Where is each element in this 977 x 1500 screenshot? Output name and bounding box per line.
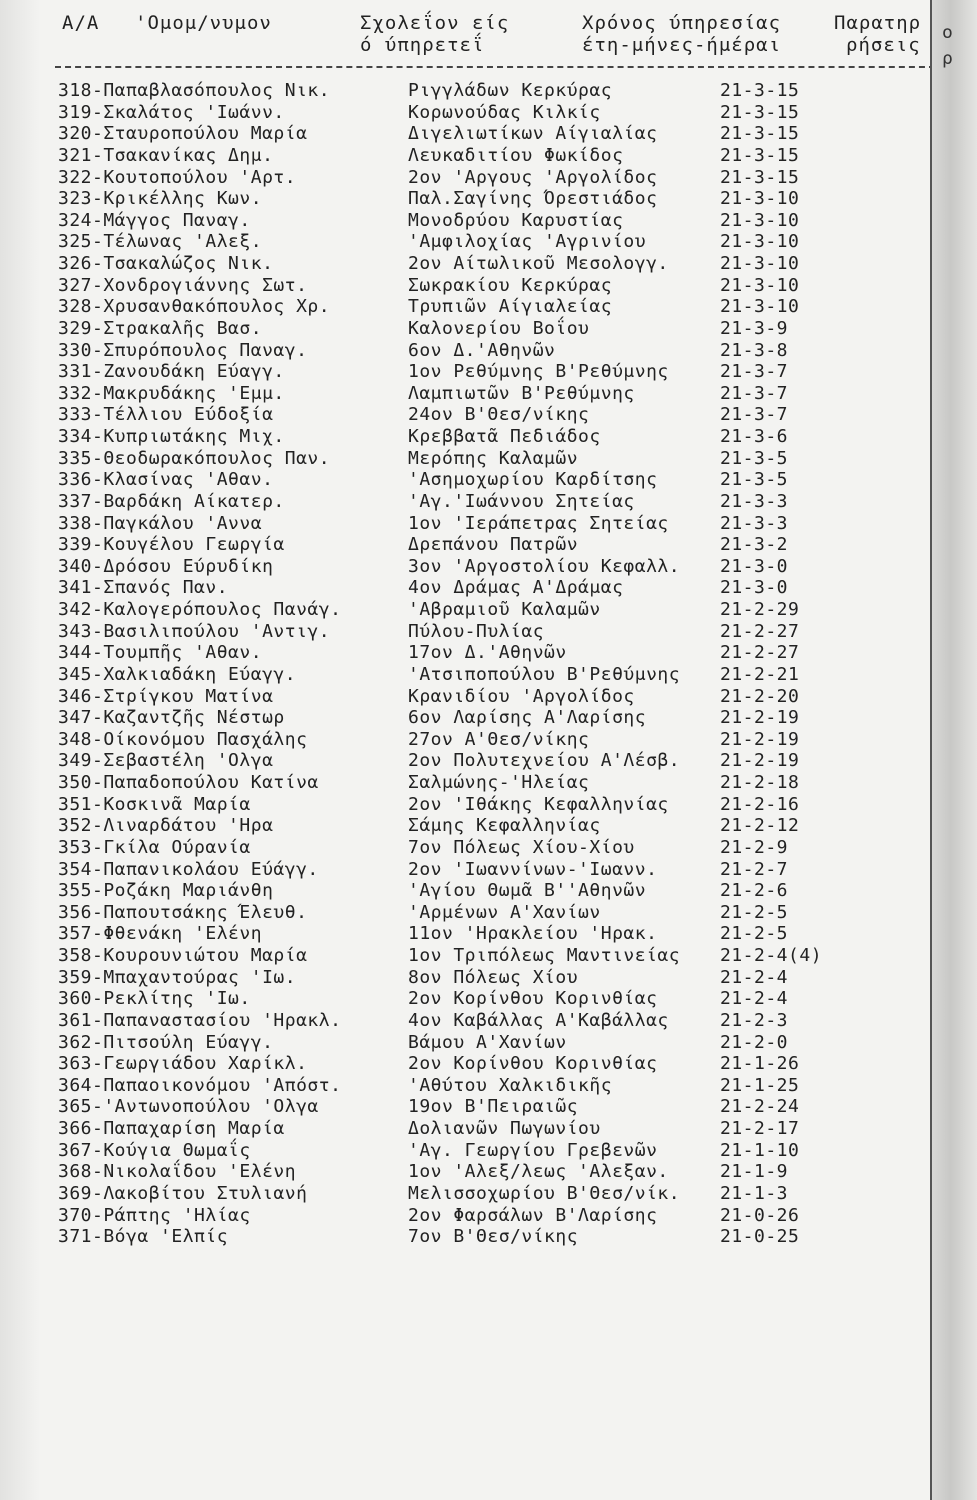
name-cell: 365-'Αντωνοπούλου 'Ολγα — [58, 1096, 319, 1118]
school-cell: 'Ατσιποπούλου Β'Ρεθύμνης — [408, 663, 681, 685]
school-cell: 2ον Κορίνθου Κορινθίας — [408, 1053, 658, 1075]
school-cell: Μελισσοχωρίου Β'Θεσ/νίκ. — [408, 1182, 681, 1204]
name-cell: 352-Λιναρδάτου 'Ηρα — [58, 815, 274, 837]
service-cell: 21-3-0 — [720, 577, 789, 599]
service-cell: 21-2-17 — [720, 1118, 800, 1139]
school-cell: 6ον Δ.'Αθηνῶν — [408, 339, 556, 361]
name-cell: 351-Κοσκινᾶ Μαρία — [58, 793, 251, 815]
scan-left-shadow — [0, 0, 40, 1500]
service-cell: 21-3-7 — [720, 361, 789, 383]
school-cell: 'Αγίου Θωμᾶ Β''Αθηνῶν — [408, 880, 647, 902]
school-cell: 2ον 'Ιθάκης Κεφαλληνίας — [408, 793, 669, 815]
name-cell: 335-Θεοδωρακόπουλος Παν. — [58, 447, 331, 469]
school-cell: 1ον 'Ιεράπετρας Σητείας — [408, 512, 669, 534]
service-cell: 21-3-8 — [720, 339, 789, 361]
name-cell: 359-Μπαχαντούρας 'Ιω. — [58, 966, 297, 988]
school-cell: 24ον Β'Θεσ/νίκης — [408, 404, 590, 426]
header-divider — [55, 66, 935, 68]
service-cell: 21-3-10 — [720, 209, 800, 231]
service-cell: 21-2-27 — [720, 620, 800, 642]
school-cell: 2ον Πολυτεχνείου Α'Λέσβ. — [408, 750, 681, 772]
school-cell: 4ον Δράμας Α'Δράμας — [408, 577, 624, 599]
name-cell: 347-Καζαντζῆς Νέστωρ — [58, 707, 285, 729]
faded-footer-stamp — [420, 1475, 650, 1487]
name-cell: 355-Ροζάκη Μαριάνθη — [58, 880, 274, 902]
name-cell: 321-Τσακανίκας Δημ. — [58, 144, 274, 166]
service-cell: 21-3-15 — [720, 123, 800, 145]
name-cell: 330-Σπυρόπουλος Παναγ. — [58, 339, 308, 361]
service-cell: 21-2-12 — [720, 815, 800, 837]
school-cell: 'Αγ. Γεωργίου Γρεβενῶν — [408, 1139, 658, 1161]
service-cell: 21-3-6 — [720, 426, 789, 447]
service-cell: 21-2-3 — [720, 1009, 789, 1031]
service-cell: 21-1-3 — [720, 1182, 789, 1204]
school-cell: Σάμης Κεφαλληνίας — [408, 815, 601, 837]
name-cell: 334-Κυπριωτάκης Μιχ. — [58, 426, 285, 447]
name-cell: 342-Καλογερόπουλος Πανάγ. — [58, 599, 342, 620]
school-cell: 3ον 'Αργοστολίου Κεφαλλ. — [408, 555, 681, 577]
header-service-line2: έτη-μήνες-ήμέραι — [582, 34, 782, 56]
school-cell: 2ον 'Αργους 'Αργολίδος — [408, 166, 658, 188]
school-cell: Πύλου-Πυλίας — [408, 620, 545, 642]
name-cell: 369-Λακοβίτου Στυλιανή — [58, 1182, 308, 1204]
school-cell: 7ον Β'Θεσ/νίκης — [408, 1226, 579, 1248]
name-cell: 325-Τέλωνας 'Αλεξ. — [58, 231, 263, 253]
school-cell: 'Αμφιλοχίας 'Αγρινίου — [408, 231, 647, 253]
name-cell: 337-Βαρδάκη Αίκατερ. — [58, 490, 285, 512]
name-cell: 318-Παπαβλασόπουλος Νικ. — [58, 80, 331, 101]
header-remarks-line2: ρήσεις — [846, 34, 921, 56]
service-cell: 21-2-20 — [720, 685, 800, 707]
school-cell: Λαμπιωτῶν Β'Ρεθύμνης — [408, 382, 635, 404]
name-cell: 338-Παγκάλου 'Αννα — [58, 512, 263, 534]
service-cell: 21-3-9 — [720, 317, 789, 339]
adjacent-page-edge — [930, 0, 977, 1500]
service-cell: 21-2-9 — [720, 836, 789, 858]
school-cell: 19ον Β'Πειραιῶς — [408, 1096, 579, 1118]
name-cell: 344-Τουμπῆς 'Αθαν. — [58, 642, 263, 664]
service-cell: 21-2-5 — [720, 923, 789, 945]
school-cell: Κορωνούδας Κιλκίς — [408, 101, 601, 123]
name-cell: 328-Χρυσανθακόπουλος Χρ. — [58, 296, 331, 318]
school-cell: 2ον Φαρσάλων Β'Λαρίσης — [408, 1204, 658, 1226]
name-cell: 322-Κουτοπούλου 'Αρτ. — [58, 166, 297, 188]
name-cell: 360-Ρεκλίτης 'Ιω. — [58, 988, 251, 1010]
name-cell: 368-Νικολαΐδου 'Ελένη — [58, 1161, 297, 1183]
header-name: 'Ομομ/νυμον — [135, 12, 272, 34]
school-cell: 'Ασημοχωρίου Καρδίτσης — [408, 469, 658, 491]
name-cell: 339-Κουγέλου Γεωργία — [58, 534, 285, 556]
service-cell: 21-1-26 — [720, 1053, 800, 1075]
service-cell: 21-2-24 — [720, 1096, 800, 1118]
name-cell: 358-Κουρουνιώτου Μαρία — [58, 945, 308, 966]
service-cell: 21-3-3 — [720, 490, 789, 512]
name-cell: 364-Παπαοικονόμου 'Απόστ. — [58, 1074, 342, 1096]
service-cell: 21-2-7 — [720, 858, 789, 880]
service-cell: 21-3-7 — [720, 404, 789, 426]
school-cell: 17ον Δ.'Αθηνῶν — [408, 642, 567, 664]
name-cell: 333-Τέλλιου Εύδοξία — [58, 404, 274, 426]
service-cell: 21-3-3 — [720, 512, 789, 534]
service-cell: 21-3-10 — [720, 253, 800, 274]
service-cell: 21-2-19 — [720, 728, 800, 750]
school-cell: 11ον 'Ηρακλείου 'Ηρακ. — [408, 923, 658, 945]
school-cell: 'Αρμένων Α'Χανίων — [408, 901, 601, 923]
service-cell: 21-2-19 — [720, 750, 800, 772]
service-cell: 21-2-27 — [720, 642, 800, 664]
service-cell: 21-3-5 — [720, 469, 789, 491]
adjacent-page-fragment: ο — [942, 22, 953, 43]
school-cell: 'Αβραμιοῦ Καλαμῶν — [408, 599, 601, 620]
school-cell: 2ον Κορίνθου Κορινθίας — [408, 988, 658, 1010]
school-cell: Παλ.Σαγίνης Όρεστιάδος — [408, 188, 658, 210]
service-cell: 21-2-4 — [720, 988, 789, 1010]
name-cell: 349-Σεβαστέλη 'Ολγα — [58, 750, 274, 772]
header-remarks — [834, 12, 921, 56]
service-cell: 21-3-10 — [720, 296, 800, 318]
school-cell: 2ον 'Ιωαννίνων-'Ιωανν. — [408, 858, 658, 880]
header-service — [582, 12, 781, 56]
name-cell: 345-Χαλκιαδάκη Εύαγγ. — [58, 663, 297, 685]
name-cell: 371-Βόγα 'Ελπίς — [58, 1226, 229, 1248]
school-cell: 'Αγ.'Ιωάννου Σητείας — [408, 490, 635, 512]
name-cell: 323-Κρικέλλης Κων. — [58, 188, 263, 210]
header-service-line1: Χρόνος ύπηρεσίας — [582, 12, 782, 34]
service-cell: 21-2-18 — [720, 772, 800, 793]
school-cell: Κρανιδίου 'Αργολίδος — [408, 685, 635, 707]
school-cell: Δρεπάνου Πατρῶν — [408, 534, 579, 556]
service-cell: 21-3-7 — [720, 382, 789, 404]
school-cell: 6ον Λαρίσης Α'Λαρίσης — [408, 707, 647, 729]
school-cell: Σωκρακίου Κερκύρας — [408, 274, 613, 296]
school-cell: 4ον Καβάλλας Α'Καβάλλας — [408, 1009, 669, 1031]
header-remarks-line1: Παρατηρ — [834, 12, 922, 34]
name-cell: 331-Ζανουδάκη Εύαγγ. — [58, 361, 285, 383]
service-cell: 21-2-16 — [720, 793, 800, 815]
school-cell: Κρεββατᾶ Πεδιάδος — [408, 426, 601, 447]
name-cell: 341-Σπανός Παν. — [58, 577, 229, 599]
service-cell: 21-2-6 — [720, 880, 789, 902]
name-cell: 326-Τσακαλώζος Νικ. — [58, 253, 274, 274]
header-aa: Α/Α — [62, 12, 100, 34]
service-cell: 21-3-15 — [720, 144, 800, 166]
name-cell: 362-Πιτσούλη Εύαγγ. — [58, 1031, 274, 1053]
service-cell: 21-2-5 — [720, 901, 789, 923]
name-cell: 343-Βασιλιπούλου 'Αντιγ. — [58, 620, 331, 642]
school-cell: 8ον Πόλεως Χίου — [408, 966, 579, 988]
school-cell: 7ον Πόλεως Χίου-Χίου — [408, 836, 635, 858]
name-cell: 367-Κούγια Θωμαΐς — [58, 1139, 251, 1161]
school-cell: 2ον Αίτωλικοῦ Μεσολογγ. — [408, 253, 669, 274]
school-cell: Δολιανῶν Πωγωνίου — [408, 1118, 601, 1139]
adjacent-page-fragment: ρ — [942, 48, 953, 69]
service-cell: 21-3-10 — [720, 188, 800, 210]
header-school-line2: ό ύπηρετεΐ — [360, 34, 485, 56]
name-cell: 357-Φθενάκη 'Ελένη — [58, 923, 263, 945]
service-cell: 21-0-26 — [720, 1204, 800, 1226]
service-cell: 21-2-4(4) — [720, 945, 823, 966]
name-cell: 356-Παπουτσάκης Έλευθ. — [58, 901, 308, 923]
name-cell: 350-Παπαδοπούλου Κατίνα — [58, 772, 319, 793]
school-cell: Βάμου Α'Χανίων — [408, 1031, 567, 1053]
name-cell: 324-Μάγγος Παναγ. — [58, 209, 251, 231]
name-cell: 320-Σταυροπούλου Μαρία — [58, 123, 308, 145]
service-cell: 21-3-15 — [720, 101, 800, 123]
name-cell: 332-Μακρυδάκης 'Εμμ. — [58, 382, 285, 404]
school-cell: Καλονερίου Βοΐου — [408, 317, 590, 339]
service-cell: 21-3-15 — [720, 80, 800, 101]
service-cell: 21-1-25 — [720, 1074, 800, 1096]
service-cell: 21-2-4 — [720, 966, 789, 988]
service-cell: 21-2-19 — [720, 707, 800, 729]
service-cell: 21-1-10 — [720, 1139, 800, 1161]
service-cell: 21-2-29 — [720, 599, 800, 620]
school-cell: 1ον 'Αλεξ/λεως 'Αλεξαν. — [408, 1161, 669, 1183]
name-cell: 346-Στρίγκου Ματίνα — [58, 685, 274, 707]
service-cell: 21-3-10 — [720, 274, 800, 296]
school-cell: Τρυπιῶν Αίγιαλείας — [408, 296, 613, 318]
name-cell: 366-Παπαχαρίση Μαρία — [58, 1118, 285, 1139]
school-cell: 1ον Ρεθύμνης Β'Ρεθύμνης — [408, 361, 669, 383]
header-school-line1: Σχολεΐον είς — [360, 12, 510, 34]
school-cell: Σαλμώνης-'Ηλείας — [408, 772, 590, 793]
school-cell: Διγελιωτίκων Αίγιαλίας — [408, 123, 658, 145]
name-cell: 319-Σκαλάτος 'Ιωάνν. — [58, 101, 285, 123]
school-cell: Μερόπης Καλαμῶν — [408, 447, 579, 469]
school-cell: Μονοδρύου Καρυστίας — [408, 209, 624, 231]
service-cell: 21-1-9 — [720, 1161, 789, 1183]
service-cell: 21-3-0 — [720, 555, 789, 577]
name-cell: 348-Οίκονόμου Πασχάλης — [58, 728, 308, 750]
name-cell: 370-Ράπτης 'Ηλίας — [58, 1204, 251, 1226]
name-cell: 361-Παπαναστασίου 'Ηρακλ. — [58, 1009, 342, 1031]
service-cell: 21-3-2 — [720, 534, 789, 556]
school-cell: 1ον Τριπόλεως Μαντινείας — [408, 945, 681, 966]
name-cell: 354-Παπανικολάου Εύάγγ. — [58, 858, 319, 880]
service-cell: 21-2-0 — [720, 1031, 789, 1053]
school-cell: 27ον Α'Θεσ/νίκης — [408, 728, 590, 750]
name-cell: 340-Δρόσου Εύρυδίκη — [58, 555, 274, 577]
service-cell: 21-0-25 — [720, 1226, 800, 1248]
service-cell: 21-2-21 — [720, 663, 800, 685]
name-cell: 353-Γκίλα Ούρανία — [58, 836, 251, 858]
service-cell: 21-3-5 — [720, 447, 789, 469]
header-school — [360, 12, 509, 56]
name-cell: 327-Χονδρογιάννης Σωτ. — [58, 274, 308, 296]
name-cell: 336-Κλασίνας 'Αθαν. — [58, 469, 274, 491]
service-cell: 21-3-15 — [720, 166, 800, 188]
school-cell: Λευκαδιτίου Φωκίδος — [408, 144, 624, 166]
name-cell: 363-Γεωργιάδου Χαρίκλ. — [58, 1053, 308, 1075]
service-cell: 21-3-10 — [720, 231, 800, 253]
name-cell: 329-Στρακαλῆς Βασ. — [58, 317, 263, 339]
school-cell: Ριγγλάδων Κερκύρας — [408, 80, 613, 101]
school-cell: 'Αθύτου Χαλκιδικῆς — [408, 1074, 613, 1096]
